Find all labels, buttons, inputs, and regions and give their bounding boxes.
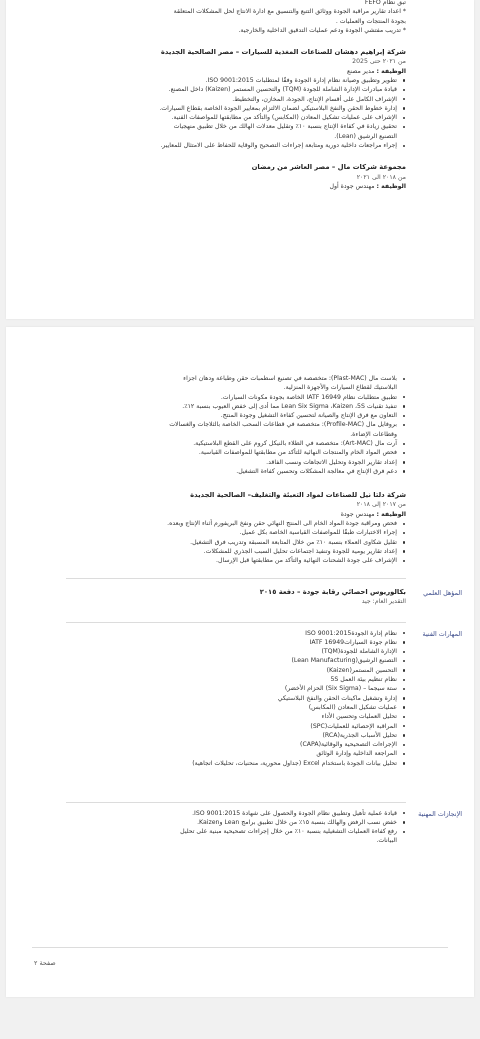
job-bullets — [66, 519, 406, 565]
list-item: الإدارة الشاملة للجودة(TQM) — [66, 647, 406, 656]
section-label: الإنجازات المهنية — [418, 809, 462, 818]
list-item: الإجراءات التصحيحية والوقائية(CAPA) — [66, 740, 406, 749]
list-item: التعاون مع فرق الإنتاج والصيانة لتحسين كفاءة التشغيل وجودة المنتج. — [66, 411, 406, 420]
list-item: إجراء الاختبارات طبقًا للمواصفات القياسية الخاصة بكل عميل. — [66, 528, 406, 537]
list-item: الإشراف على عمليات تشكيل المعادن (المكابس) والتأكد من مطابقتها للمواصفات الفنية. — [66, 113, 406, 122]
role-label: الوظيفة : — [376, 182, 406, 190]
list-item: إعداد تقارير الجودة وتحليل الاتجاهات ونسب الفاقد. — [66, 458, 406, 467]
list-item: تحليل العمليات وتحسين الأداء — [66, 712, 406, 721]
list-item: آرت مال (Art-MAC): متخصصة في الطلاء بالنيكل كروم على القطع البلاستيكية. — [66, 439, 406, 448]
role-value: مهندس جودة — [340, 510, 375, 518]
list-item: الإشراف الكامل على أقسام الإنتاج، الجودة، المخازن، والتخطيط. — [66, 95, 406, 104]
list-item: تحقيق زيادة في كفاءة الإنتاج بنسبة ١٠٪ وتقليل معدلات الهالك من خلال تطبيق منهجيات — [66, 122, 406, 131]
skills-list — [66, 629, 406, 768]
page-1 — [6, 0, 474, 319]
list-item: فحص ومراقبة جودة المواد الخام الى المنتج النهائي حقن ونفخ البريفورم أثناء الإنتاج وبعده. — [66, 519, 406, 528]
job-date: من ٢٠١٧ إلى ٢٠١٨ — [356, 501, 406, 509]
list-item: رفع كفاءة العمليات التشغيلية بنسبة ١٠٪ من خلال إجراءات تصحيحية مبنية على تحليل — [66, 827, 406, 836]
intro-line: تبق نظام FEFO — [364, 0, 406, 6]
job-date: من ٢٠١٨ الى ٢٠٢١ — [356, 173, 406, 181]
list-item: بروفايل مال (Profile-MAC): متخصصة في قطاعات السحب الخاصة بالثلاجات والغسالات — [66, 420, 406, 429]
intro-line: * اعداد تقارير مراقبة الجودة ووثائق التتبع والتنسيق مع ادارة الانتاج لحل المشكلات المتعلقة — [173, 8, 406, 16]
list-item-continuation: وقطاعات الإضاءة. — [350, 430, 397, 438]
list-item-continuation: البيانات. — [376, 837, 397, 845]
skills-section — [66, 622, 462, 802]
page-number: صفحة ٢ — [34, 959, 56, 967]
list-item: بلاست مال (Plast-MAC): متخصصة في تصنيع اسطمبات حقن وطباعة ودهان اجزاء — [66, 374, 406, 383]
job-role — [66, 67, 406, 76]
list-item: إعداد تقارير يومية للجودة وتنفيذ اجتماعات تحليل السبب الجذري للمشكلات. — [66, 547, 406, 556]
job-bullets — [66, 76, 406, 150]
list-item: تنفيذ تقنيات Lean Six Sigma ،Kaizen ،5S مما أدى إلى خفض العيوب بنسبة ١٢٪. — [66, 402, 406, 411]
company-name: شركة إبراهيم دهشان للصناعات المغذية للسيارات – مصر الصالحية الجديدة — [160, 48, 406, 57]
page-2 — [6, 327, 474, 997]
list-item: دعم فرق الإنتاج في معالجة المشكلات وتحسين كفاءة التشغيل. — [66, 467, 406, 476]
list-item: التصنيع الرشيق(Lean Manufacturing) — [66, 656, 406, 665]
list-item: قيادة مبادرات الإدارة الشاملة للجودة (TQM) والتحسين المستمر (Kaizen) داخل المصنع. — [66, 85, 406, 94]
job-role — [66, 510, 406, 519]
list-item: قيادة عملية تأهيل وتطبيق نظام الجودة والحصول على شهادة ISO 9001:2015. — [66, 809, 406, 818]
section-label: المؤهل العلمي — [423, 588, 462, 597]
role-label: الوظيفة : — [376, 67, 406, 75]
list-item: المراقبة الإحصائية للعمليات(SPC) — [66, 722, 406, 731]
job-role — [66, 182, 406, 191]
list-item: المراجعة الداخلية وإدارة الوثائق — [66, 749, 406, 758]
company-name: مجموعة شركات مال – مصر العاشر من رمضان — [251, 163, 406, 172]
list-item: تحليل الأسباب الجذرية(RCA) — [66, 731, 406, 740]
achievements-section — [66, 802, 462, 846]
list-item: نظام جودة السياراتIATF 16949 — [66, 638, 406, 647]
list-item: نظام إدارة الجودةISO 9001:2015 — [66, 629, 406, 638]
education-section — [66, 578, 462, 622]
list-item-continuation: البلاستيك لقطاع السيارات والأجهزة المنزلية. — [283, 384, 397, 392]
intro-line: * تدريب مفتشي الجودة ودعم عمليات التدقيق الداخلية والخارجية. — [238, 26, 406, 34]
job-bullets — [66, 374, 406, 476]
job-date: من ٢٠٢١ حتى 2025 — [352, 58, 406, 66]
list-item-continuation: التصنيع الرشيق (Lean). — [334, 132, 397, 140]
page-1-content — [66, 0, 406, 191]
list-item: تحليل بيانات الجودة باستخدام Excel (جداول محورية، منحنيات، تحليلات اتجاهية) — [66, 759, 406, 768]
list-item: تطبيق متطلبات نظام IATF 16949 الخاصة بجودة مكونات السيارات. — [66, 393, 406, 402]
intro-line: بجودة المنتجات والعمليات . — [335, 17, 406, 25]
role-value: مدير مصنع — [347, 67, 375, 75]
list-item: فحص المواد الخام والمنتجات النهائية للتأكد من مطابقتها للمواصفات القياسية. — [66, 448, 406, 457]
degree-grade: التقدير العام: جيد — [361, 597, 406, 605]
role-label: الوظيفة : — [376, 510, 406, 518]
list-item: ستة سيجما – (Six Sigma) الحزام الأخضر) — [66, 684, 406, 693]
list-item: إجراء مراجعات داخلية دورية ومتابعة إجراءات التصحيح والوقاية للحفاظ على الامتثال للمعايير. — [66, 141, 406, 150]
list-item: تطوير وتطبيق وصيانة نظام إدارة الجودة وفقًا لمتطلبات ISO 9001:2015. — [66, 76, 406, 85]
list-item: التحسين المستمر(Kaizen) — [66, 666, 406, 675]
role-value: مهندس جودة أول — [329, 182, 375, 190]
footer-divider — [32, 947, 448, 948]
section-label: المهارات الفنية — [422, 629, 462, 638]
list-item: إدارة وتشغيل ماكينات الحقن والنفخ البلاستيكي — [66, 694, 406, 703]
page-2-content — [66, 374, 462, 846]
list-item: الإشراف على جودة الشحنات النهائية والتأكد من مطابقتها قبل الإرسال. — [66, 556, 406, 565]
list-item: تقليل شكاوى العملاء بنسبة ١٠٪ من خلال المتابعة المسبقة وتدريب فرق التشغيل. — [66, 538, 406, 547]
company-name: شركة دلتا نيل للصناعات لمواد التعبئة والتغليف– الصالحية الجديدة — [190, 491, 406, 500]
achievements-list — [66, 809, 406, 846]
list-item: نظام تنظيم بيئة العمل 5S — [66, 675, 406, 684]
degree-title: بكالوريوس احصائي رقابة جودة – دفعة ٢٠١٥ — [259, 587, 406, 596]
list-item: خفض نسب الرفض والهالك بنسبة ١٥٪ من خلال تطبيق برامج Lean وKaizen. — [66, 818, 406, 827]
list-item: إدارة خطوط الحقن والنفخ البلاستيكي لضمان الالتزام بمعايير الجودة الخاصة بقطاع السيارات. — [66, 104, 406, 113]
list-item: عمليات تشكيل المعادن (المكابس) — [66, 703, 406, 712]
